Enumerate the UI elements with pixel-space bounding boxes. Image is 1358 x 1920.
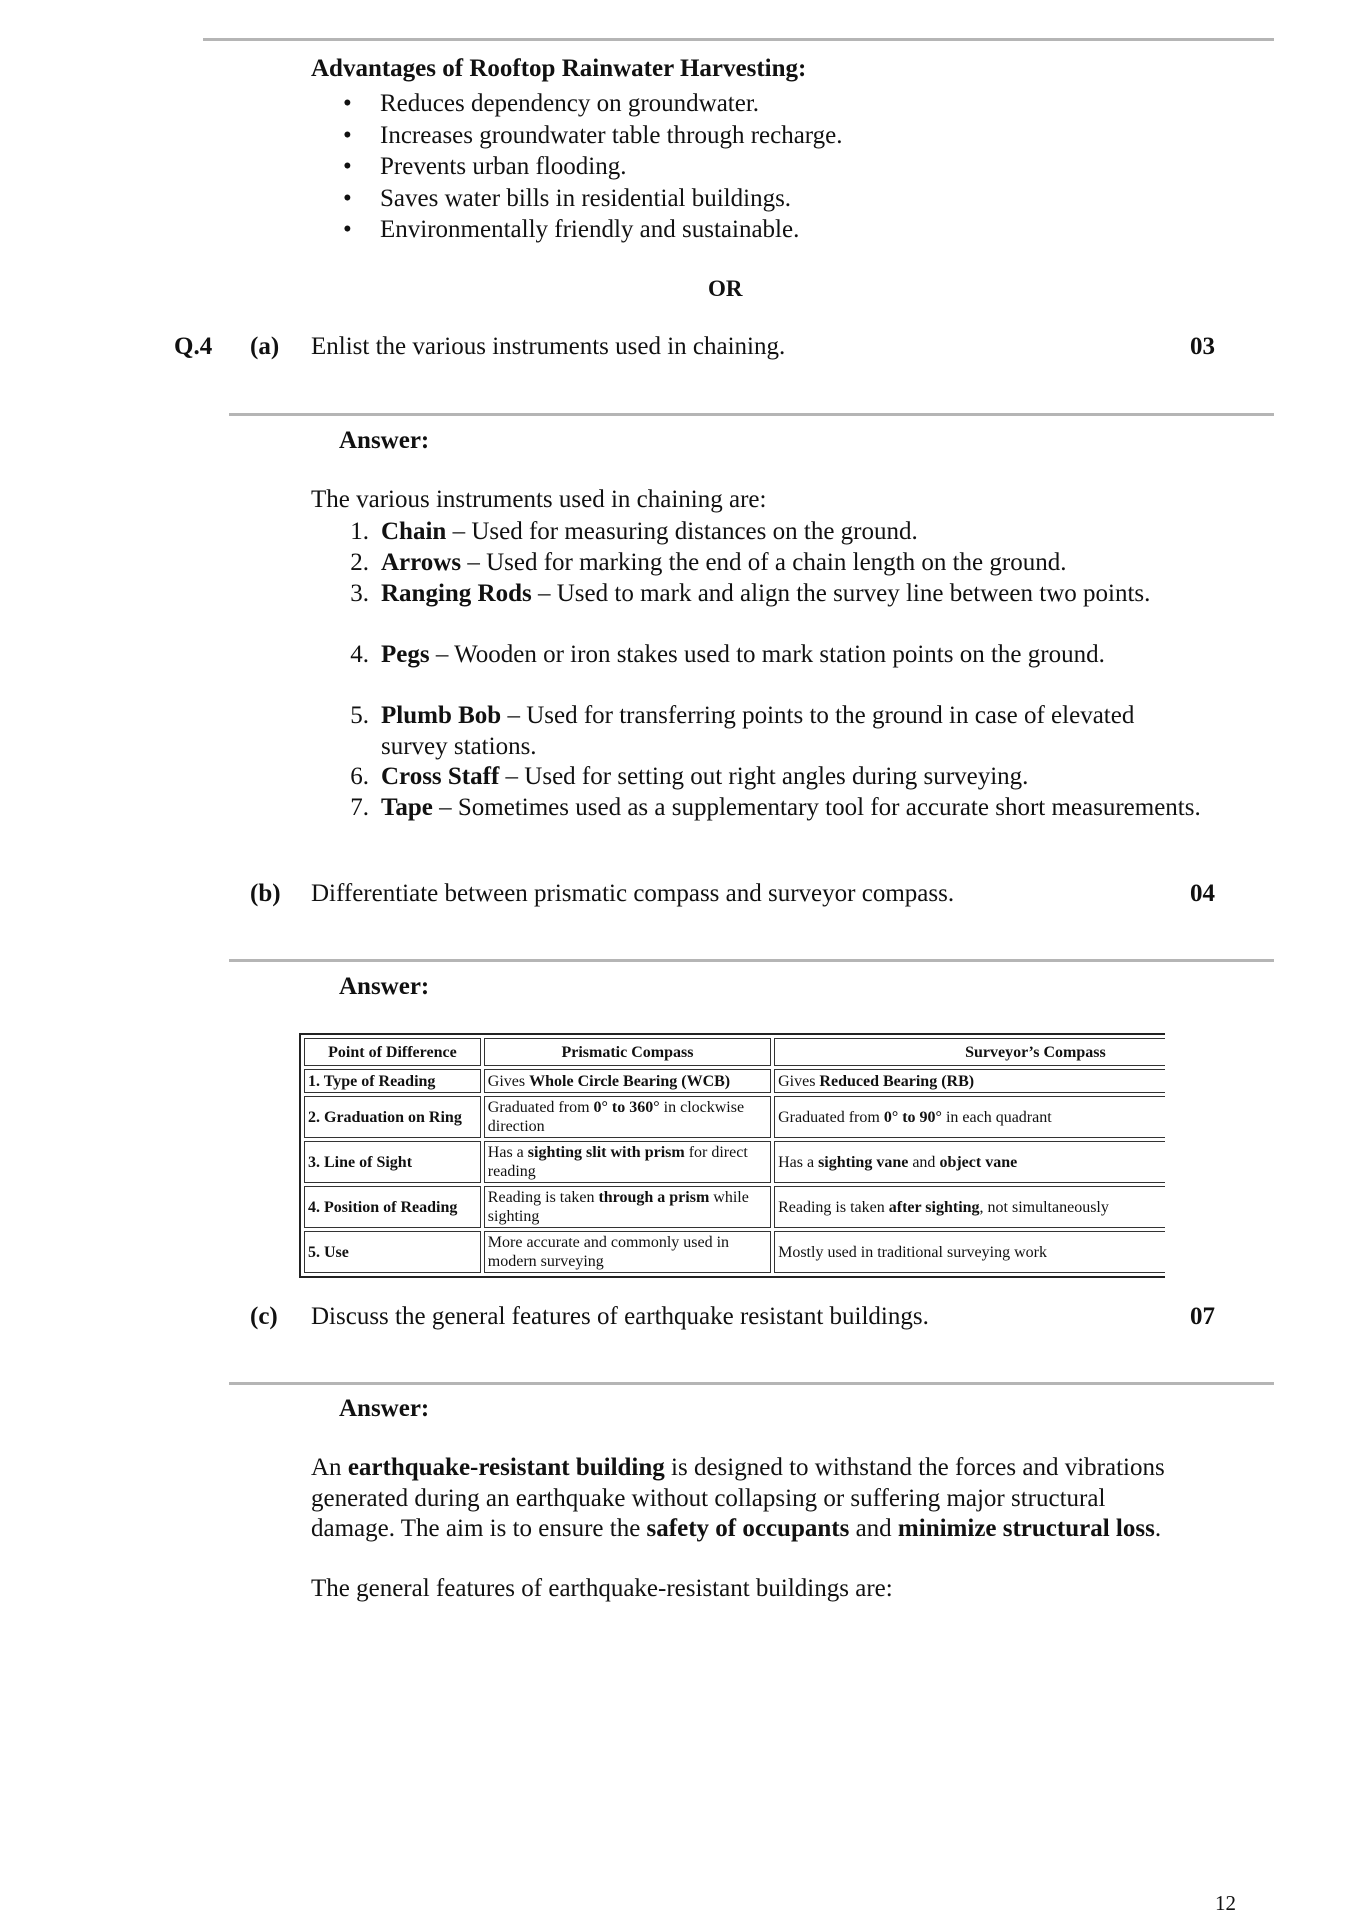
cell-point: 5. Use xyxy=(304,1231,481,1273)
table-row xyxy=(304,1069,1165,1093)
para-bold-text: earthquake-resistant building xyxy=(347,1454,665,1481)
cell-bold-text: 0° to 90° xyxy=(883,1108,942,1126)
instrument-term: Ranging Rods xyxy=(381,580,532,607)
table-row xyxy=(304,1231,1165,1273)
cell-point: 2. Graduation on Ring xyxy=(304,1096,481,1138)
item-number: 4. xyxy=(350,641,369,668)
part-c-question: Discuss the general features of earthquake resistant buildings. xyxy=(311,1303,929,1330)
instrument-desc: – Used for setting out right angles during surveying. xyxy=(499,763,1029,790)
part-b-marks: 04 xyxy=(1190,880,1215,907)
question-number: Q.4 xyxy=(174,333,213,360)
cell-text: while sighting xyxy=(487,1189,749,1225)
cell-bold-text: after sighting xyxy=(888,1198,980,1216)
cell-text: Reading is taken xyxy=(778,1198,889,1216)
cell-text: Has a xyxy=(487,1144,528,1161)
advantage-item xyxy=(343,183,1047,215)
cell-surveyor xyxy=(774,1096,1165,1138)
instrument-desc: – Used to mark and align the survey line between two points. xyxy=(531,580,1151,607)
advantage-text: Environmentally friendly and sustainable. xyxy=(380,216,800,243)
cell-surveyor xyxy=(774,1141,1165,1183)
advantage-item xyxy=(343,151,1047,183)
cell-text: in clockwise direction xyxy=(487,1099,745,1135)
item-number: 6. xyxy=(350,763,369,790)
comparison-table xyxy=(299,1033,1165,1278)
advantages-heading: Advantages of Rooftop Rainwater Harvesting: xyxy=(311,55,807,82)
part-b-question: Differentiate between prismatic compass and surveyor compass. xyxy=(311,880,955,907)
cell-text: , not simultaneously xyxy=(979,1198,1109,1216)
advantage-text: Reduces dependency on groundwater. xyxy=(380,90,760,117)
answer-a-intro: The various instruments used in chaining are: xyxy=(311,486,767,513)
cell-text: Has a xyxy=(778,1153,819,1171)
part-b-label: (b) xyxy=(250,880,281,907)
cell-bold-text: 0° to 360° xyxy=(593,1099,660,1116)
divider-c xyxy=(229,1382,1274,1385)
instrument-desc: – Used for transferring points to the ground in case of elevated survey stations. xyxy=(381,702,1135,760)
cell-text: Graduated from xyxy=(487,1099,594,1116)
page-number: 12 xyxy=(1215,1891,1236,1915)
table-header-row xyxy=(304,1038,1165,1066)
cell-text: in each quadrant xyxy=(941,1108,1052,1126)
bullet-icon: • xyxy=(343,216,352,243)
bullet-icon: • xyxy=(343,90,352,117)
advantage-text: Prevents urban flooding. xyxy=(380,153,627,180)
instrument-term: Pegs xyxy=(381,641,430,668)
instrument-term: Arrows xyxy=(381,549,462,576)
para-bold-text: safety of occupants xyxy=(646,1515,850,1542)
part-a-label: (a) xyxy=(250,333,280,360)
item-number: 1. xyxy=(350,518,369,545)
advantages-list xyxy=(343,88,1047,246)
advantage-text: Increases groundwater table through recharge. xyxy=(380,121,843,149)
top-divider xyxy=(203,38,1274,41)
cell-point: 1. Type of Reading xyxy=(304,1069,481,1093)
cell-bold-text: sighting vane xyxy=(818,1153,909,1171)
instrument-term: Chain xyxy=(381,518,447,545)
para-text: An xyxy=(311,1454,348,1481)
cell-text: More accurate and commonly used in modern surveying xyxy=(487,1234,730,1270)
instrument-term: Tape xyxy=(381,794,433,821)
header-prismatic: Prismatic Compass xyxy=(484,1038,771,1066)
item-number: 7. xyxy=(350,794,369,821)
cell-text: Graduated from xyxy=(778,1108,884,1126)
bullet-icon: • xyxy=(343,184,352,212)
part-a-question: Enlist the various instruments used in chaining. xyxy=(311,333,786,360)
para-text: . xyxy=(1154,1515,1162,1542)
para-text: and xyxy=(849,1515,898,1542)
answer-a-label: Answer: xyxy=(339,427,430,454)
answer-b-label: Answer: xyxy=(339,973,430,1000)
instrument-desc: – Used for measuring distances on the ground. xyxy=(446,518,918,545)
part-c-label: (c) xyxy=(250,1303,278,1330)
instrument-desc: – Sometimes used as a supplementary tool for accurate short measurements. xyxy=(432,794,1201,821)
advantage-text: Saves water bills in residential buildings. xyxy=(380,184,792,212)
table-row xyxy=(304,1141,1165,1183)
bullet-icon: • xyxy=(343,121,352,149)
item-number: 2. xyxy=(350,549,369,576)
cell-prismatic xyxy=(484,1141,771,1183)
part-a-marks: 03 xyxy=(1190,333,1215,360)
bullet-icon: • xyxy=(343,153,352,180)
advantage-item xyxy=(343,120,1047,152)
cell-bold-text: through a prism xyxy=(598,1189,710,1206)
advantage-item xyxy=(343,214,1047,246)
cell-prismatic xyxy=(484,1069,771,1093)
cell-bold-text: Reduced Bearing (RB) xyxy=(819,1072,975,1090)
divider-a xyxy=(229,413,1274,416)
table-row xyxy=(304,1186,1165,1228)
instrument-term: Cross Staff xyxy=(381,763,500,790)
cell-prismatic xyxy=(484,1096,771,1138)
cell-prismatic xyxy=(484,1231,771,1273)
cell-surveyor xyxy=(774,1231,1165,1273)
item-number: 5. xyxy=(350,702,369,729)
cell-surveyor xyxy=(774,1186,1165,1228)
advantage-item xyxy=(343,88,1047,120)
part-c-marks: 07 xyxy=(1190,1303,1215,1330)
divider-b xyxy=(229,959,1274,962)
cell-text: Reading is taken xyxy=(487,1189,599,1206)
or-separator: OR xyxy=(708,276,743,301)
cell-prismatic xyxy=(484,1186,771,1228)
para-bold-text: minimize structural loss xyxy=(897,1515,1155,1542)
item-number: 3. xyxy=(350,580,369,607)
comparison-table-frame xyxy=(297,1031,1165,1299)
cell-bold-text: sighting slit with prism xyxy=(527,1144,685,1161)
cell-text: and xyxy=(908,1153,940,1171)
answer-c-paragraph xyxy=(311,1453,1171,1545)
instrument-term: Plumb Bob xyxy=(381,702,502,729)
cell-point: 3. Line of Sight xyxy=(304,1141,481,1183)
cell-bold-text: Whole Circle Bearing (WCB) xyxy=(529,1072,731,1090)
header-point: Point of Difference xyxy=(304,1038,481,1066)
cell-bold-text: object vane xyxy=(939,1153,1018,1171)
cell-surveyor xyxy=(774,1069,1165,1093)
answer-c-closing: The general features of earthquake-resistant buildings are: xyxy=(311,1575,893,1602)
cell-text: Gives xyxy=(487,1072,530,1090)
cell-point: 4. Position of Reading xyxy=(304,1186,481,1228)
cell-text: Gives xyxy=(778,1072,820,1090)
instrument-desc: – Wooden or iron stakes used to mark station points on the ground. xyxy=(429,641,1105,668)
instrument-desc: – Used for marking the end of a chain length on the ground. xyxy=(461,549,1067,576)
header-surveyor: Surveyor’s Compass xyxy=(774,1038,1165,1066)
para-text: is designed to withstand the forces and vibrations generated during an earthquake without collapsing or suffering major structural damage. The aim is to ensure the xyxy=(311,1454,1165,1542)
cell-text: for direct reading xyxy=(487,1144,748,1180)
answer-c-label: Answer: xyxy=(339,1395,430,1422)
cell-text: Mostly used in traditional surveying work xyxy=(778,1243,1047,1261)
table-row xyxy=(304,1096,1165,1138)
